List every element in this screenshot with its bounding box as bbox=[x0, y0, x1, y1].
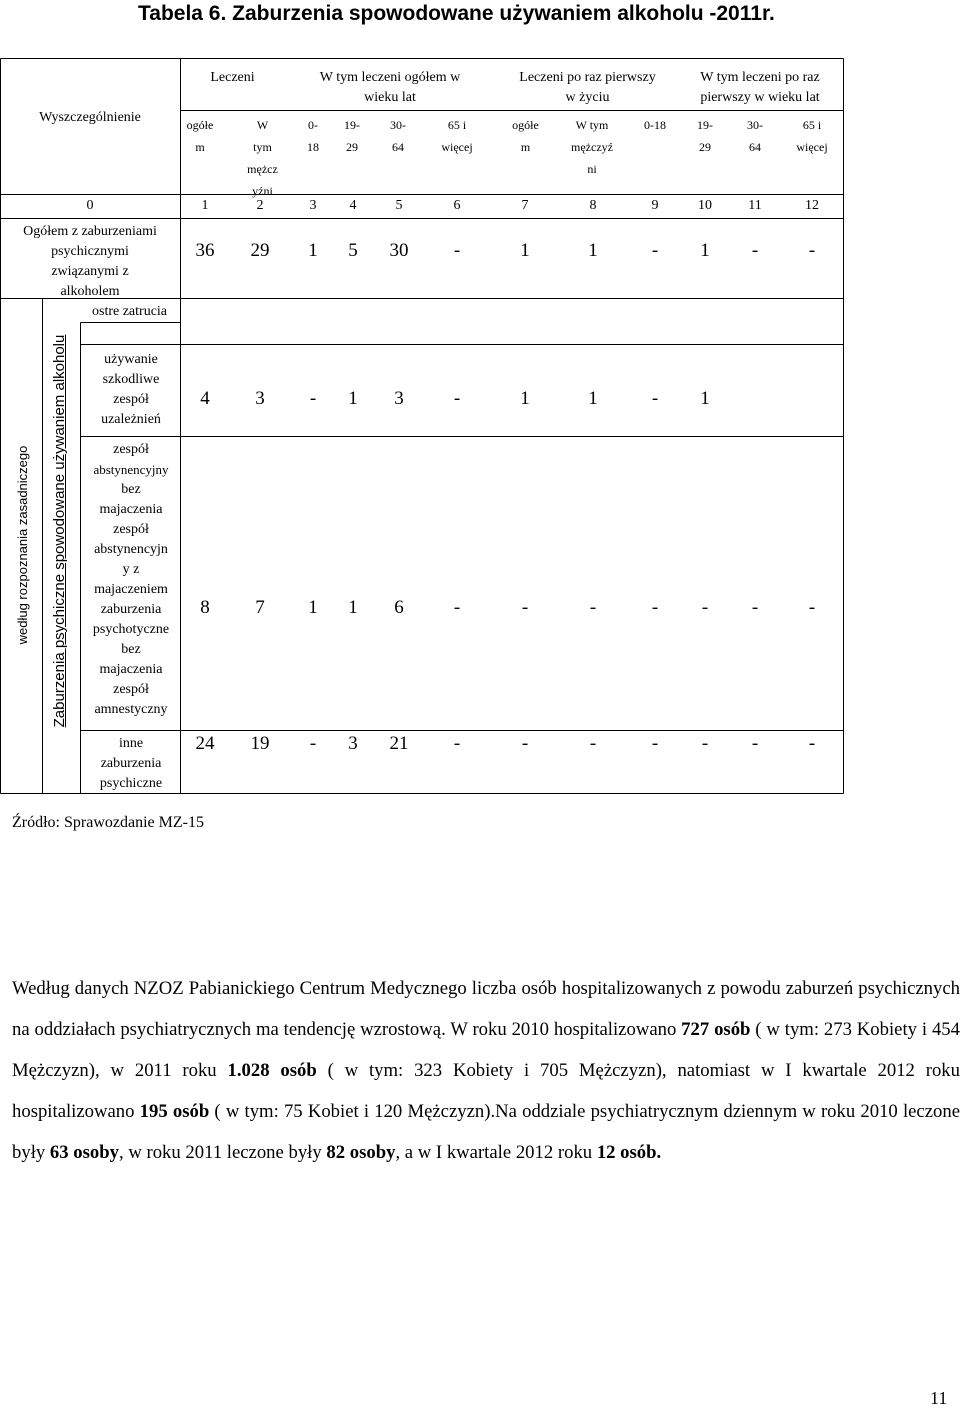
row-zespol-label-line: bez bbox=[121, 482, 141, 497]
row-label-header: Wyszczególnienie bbox=[39, 110, 141, 125]
cell-value: - bbox=[589, 597, 597, 618]
cell-value: 19 bbox=[250, 733, 270, 754]
row-zespol-label-line: zaburzenia bbox=[100, 602, 162, 617]
paragraph-segment: 63 osoby bbox=[49, 1142, 119, 1163]
cell-value: 1 bbox=[700, 388, 710, 409]
cell-value: - bbox=[453, 388, 461, 409]
cell-value: - bbox=[521, 597, 529, 618]
row-zespol-label-line: amnestyczny bbox=[94, 702, 168, 717]
column-number: 7 bbox=[521, 198, 529, 213]
column-number: 5 bbox=[395, 198, 403, 213]
cell-value: - bbox=[808, 240, 816, 261]
row-zespol-label-line: zespół bbox=[113, 522, 149, 537]
cell-value: 1 bbox=[700, 240, 710, 261]
column-number: 2 bbox=[256, 198, 264, 213]
column-number: 6 bbox=[453, 198, 461, 213]
col-age19-29: 19- 29 bbox=[344, 118, 360, 154]
vertical-label-inner: Zaburzenia psychiczne spowodowane używaniem alkoholu bbox=[51, 334, 68, 728]
cell-value: - bbox=[751, 597, 759, 618]
cell-value: 3 bbox=[348, 733, 358, 754]
paragraph-segment: 12 osób. bbox=[596, 1142, 662, 1163]
wtym-pierwszy-header: W tym leczeni po raz pierwszy w wieku lat bbox=[700, 70, 820, 105]
row-zespol-label bbox=[82, 440, 180, 720]
paragraph-segment: ( w tym: 75 Kobiet i 120 Mężczyzn).Na oddziale psychiatrycznym dziennym w roku 2010 leczone były bbox=[12, 1101, 960, 1163]
cell-value: - bbox=[751, 240, 759, 261]
column-number: 3 bbox=[309, 198, 317, 213]
row-uzywanie-label: używanie szkodliwe zespół uzależnień bbox=[101, 352, 161, 427]
source-note: Źródło: Sprawozdanie MZ-15 bbox=[12, 814, 204, 831]
col-mezczyzni1: W tym mężcz yźni bbox=[247, 118, 278, 198]
cell-value: 1 bbox=[588, 240, 598, 261]
paragraph-segment: ( w tym: 323 Kobiety i 705 Mężczyzn), natomiast w I kwartale 2012 roku hospitalizowano bbox=[12, 1060, 960, 1122]
cell-value: 1 bbox=[520, 240, 530, 261]
cell-value: 36 bbox=[195, 240, 215, 261]
cell-value: - bbox=[808, 733, 816, 754]
row-ostre-zatrucia-label: ostre zatrucia bbox=[92, 304, 168, 319]
cell-value: - bbox=[751, 733, 759, 754]
row-zespol-label-line: zespół bbox=[113, 442, 149, 457]
col-mezczyzni2: W tym mężczyź ni bbox=[571, 118, 613, 176]
row-zespol-label-line: abstynencyjn bbox=[94, 542, 168, 557]
column-number: 11 bbox=[748, 198, 762, 213]
col-age19-29b: 19- 29 bbox=[697, 118, 713, 154]
paragraph-segment: ( w tym: 273 Kobiety i 454 Mężczyzn), w 2011 roku bbox=[12, 1019, 960, 1081]
column-number: 4 bbox=[349, 198, 357, 213]
cell-value: 1 bbox=[308, 597, 318, 618]
cell-value: 1 bbox=[520, 388, 530, 409]
cell-value: 29 bbox=[250, 240, 270, 261]
col-age65b: 65 i więcej bbox=[796, 118, 828, 154]
row-zespol-label-line: bez bbox=[121, 642, 141, 657]
column-number: 9 bbox=[651, 198, 659, 213]
wtym-ogolem-header: W tym leczeni ogółem w wieku lat bbox=[319, 70, 461, 105]
row-zespol-label-line: zespół bbox=[113, 682, 149, 697]
cell-value: - bbox=[453, 597, 461, 618]
cell-value: 4 bbox=[200, 388, 210, 409]
pierwszy-header: Leczeni po raz pierwszy w życiu bbox=[519, 70, 656, 105]
row-zespol-label-line: majaczenia bbox=[99, 502, 163, 517]
cell-value: 7 bbox=[255, 597, 265, 618]
cell-value: 30 bbox=[389, 240, 409, 261]
cell-value: 1 bbox=[348, 388, 358, 409]
paragraph-segment: , a w I kwartale 2012 roku bbox=[395, 1142, 597, 1163]
col-age0-18: 0- 18 bbox=[307, 118, 319, 154]
col-ogolem2: ogółe m bbox=[512, 118, 539, 154]
paragraph-segment: 1.028 osób bbox=[227, 1060, 317, 1081]
paragraph-segment: 82 osoby bbox=[326, 1142, 396, 1163]
paragraph-segment: , w roku 2011 leczone były bbox=[118, 1142, 327, 1163]
page-title: Tabela 6. Zaburzenia spowodowane używaniem alkoholu -2011r. bbox=[138, 2, 775, 25]
cell-value: 8 bbox=[200, 597, 210, 618]
col-age0-18b: 0-18 bbox=[644, 118, 666, 132]
cell-value: 3 bbox=[394, 388, 404, 409]
row-zespol-label-line: majaczenia bbox=[99, 662, 163, 677]
col-age30-64: 30- 64 bbox=[390, 118, 406, 154]
total-row-label: Ogółem z zaburzeniami psychicznymi związanymi z alkoholem bbox=[23, 224, 157, 299]
cell-value: 1 bbox=[308, 240, 318, 261]
cell-value: - bbox=[651, 733, 659, 754]
cell-value: 21 bbox=[389, 733, 409, 754]
cell-value: 1 bbox=[348, 597, 358, 618]
column-number: 0 bbox=[86, 198, 94, 213]
cell-value: 1 bbox=[588, 388, 598, 409]
col-ogolem1: ogółe m bbox=[186, 118, 214, 154]
cell-value: - bbox=[701, 733, 709, 754]
cell-value: - bbox=[589, 733, 597, 754]
paragraph-segment: 727 osób bbox=[681, 1019, 751, 1040]
cell-value: - bbox=[651, 388, 659, 409]
cell-value: 3 bbox=[255, 388, 265, 409]
row-zespol-label-line: psychotyczne bbox=[92, 622, 170, 637]
paragraph-segment: Według danych NZOZ Pabianickiego Centrum Medycznego liczba osób hospitalizowanych z powodu zaburzeń psychicznych na oddziałach psychiatrycznych ma tendencję wzrostową. W roku 2010 hospitalizowano bbox=[12, 978, 960, 1040]
vertical-label-outer: według rozpoznania zasadniczego bbox=[15, 445, 30, 645]
col-age65: 65 i więcej bbox=[441, 118, 473, 154]
cell-value: - bbox=[453, 240, 461, 261]
cell-value: - bbox=[701, 597, 709, 618]
column-number: 8 bbox=[589, 198, 597, 213]
column-number: 1 bbox=[201, 198, 209, 213]
cell-value: 5 bbox=[348, 240, 358, 261]
column-number: 10 bbox=[698, 198, 712, 213]
cell-value: 6 bbox=[394, 597, 404, 618]
row-zespol-label-line: y z bbox=[122, 562, 140, 577]
leczeni-header: Leczeni bbox=[210, 70, 255, 85]
body-paragraph bbox=[12, 968, 960, 1173]
cell-value: - bbox=[453, 733, 461, 754]
cell-value: - bbox=[309, 388, 317, 409]
row-zespol-label-line: majaczeniem bbox=[94, 582, 168, 597]
column-number: 12 bbox=[805, 198, 819, 213]
paragraph-segment: 195 osób bbox=[139, 1101, 210, 1122]
cell-value: - bbox=[651, 597, 659, 618]
page-number: 11 bbox=[930, 1388, 948, 1408]
cell-value: - bbox=[521, 733, 529, 754]
cell-value: - bbox=[651, 240, 659, 261]
cell-value: - bbox=[309, 733, 317, 754]
col-age30-64b: 30- 64 bbox=[747, 118, 763, 154]
row-inne-label: inne zaburzenia psychiczne bbox=[99, 736, 163, 791]
cell-value: 24 bbox=[195, 733, 215, 754]
cell-value: - bbox=[808, 597, 816, 618]
row-zespol-label-line: abstynencyjny bbox=[93, 462, 169, 477]
